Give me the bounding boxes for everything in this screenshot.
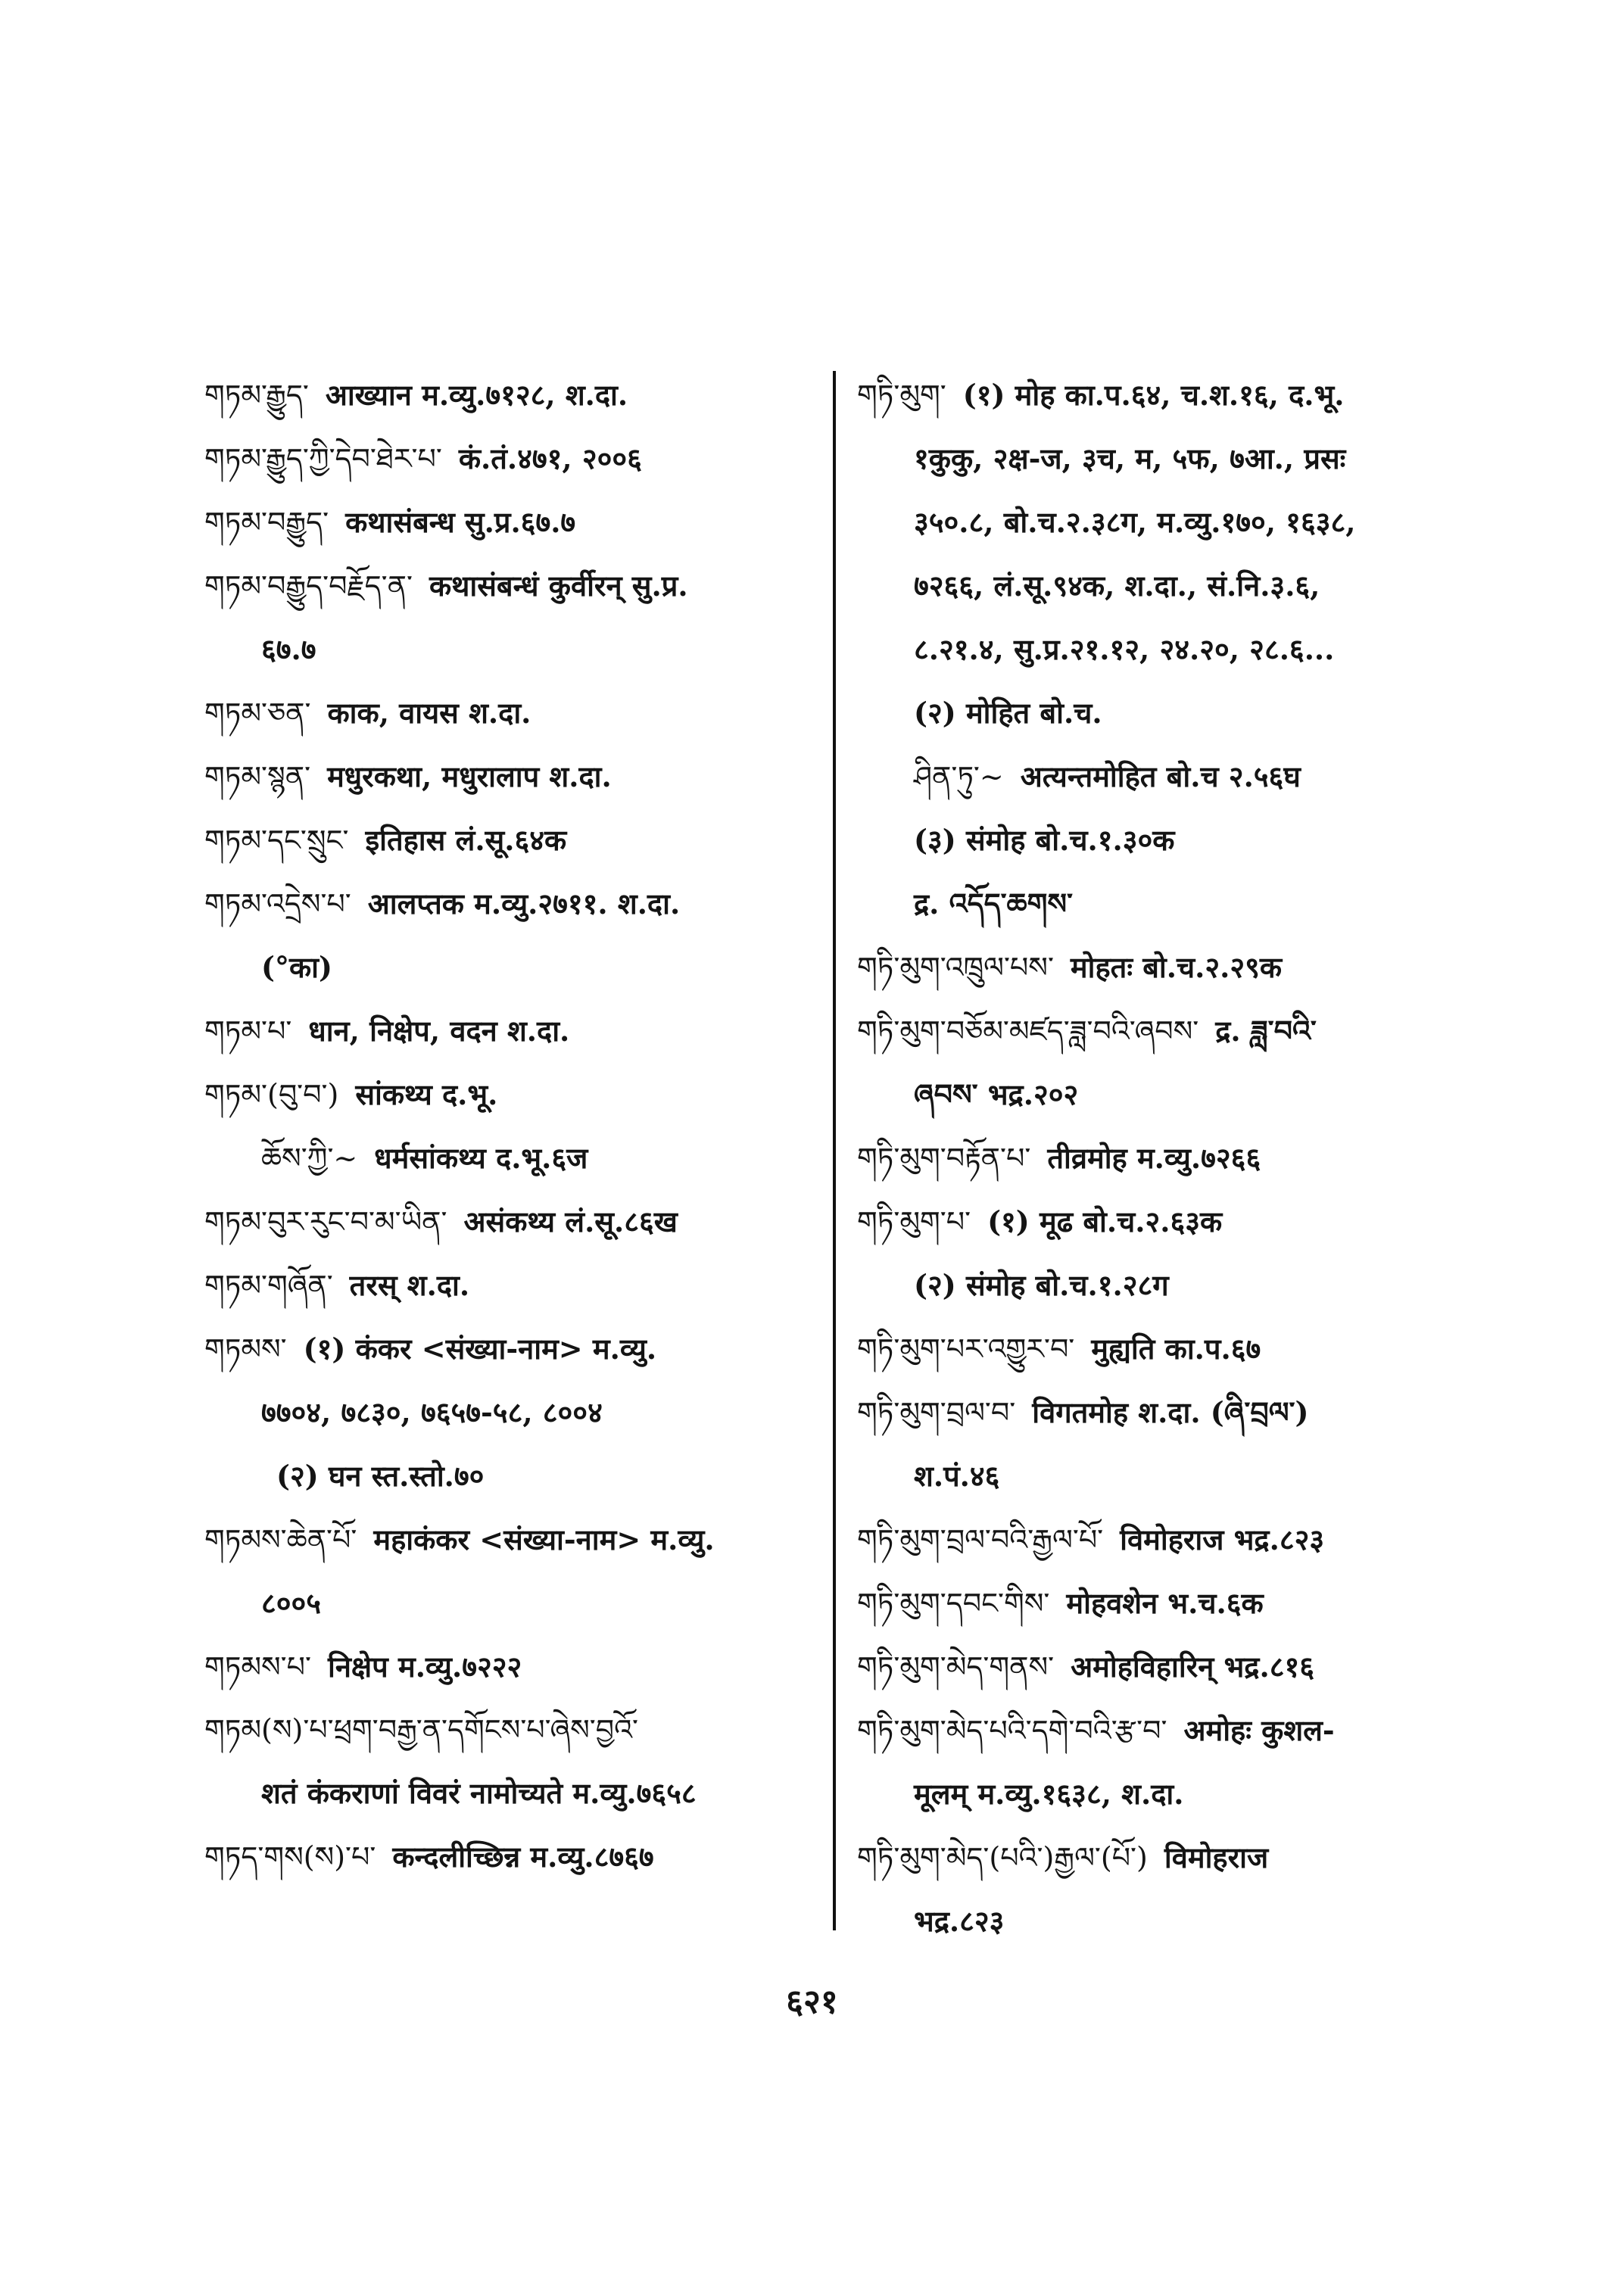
dictionary-entry [204,999,810,1063]
dictionary-entry [204,363,810,427]
entry-headword: གཏམ་དང་སྲུང་ [204,824,349,857]
entry-gloss: अमोहः कुशल- [1183,1713,1335,1747]
dictionary-entry [204,427,810,491]
entry-gloss: कथासंबन्ध सु.प्र.६७.७ [345,505,576,539]
dictionary-entry [204,1126,810,1190]
entry-gloss: कथासंबन्धं कुर्वीरन् सु.प्र. [429,569,688,603]
entry-gloss: ३५०.८, बो.च.२.३८ग, म.व्यु.१७०, १६३८, [914,505,1356,539]
entry-headword: གཏམ་གཞོན་ [204,1269,333,1302]
dictionary-entry [204,618,810,681]
dictionary-entry [857,999,1463,1063]
entry-gloss: श.पं.४६ [914,1459,1000,1493]
dictionary-entry [204,1063,810,1126]
entry-gloss: (°का) [261,950,332,984]
entry-gloss: ६७.७ [261,632,316,666]
entry-gloss: ७२६६, लं.सू.९४क, श.दा., सं.नि.३.६, [914,569,1320,603]
dictionary-entry [857,1762,1463,1826]
right-column [857,363,1463,1937]
entry-headword: གཏམ་རྒྱུད་ [204,379,309,412]
entry-gloss: आख्यान म.व्यु.७१२८, श.दा. [325,378,628,412]
entry-headword: གཏམ་པ་ [204,1014,292,1048]
entry-headword: གཏི་མུག་ [857,379,946,412]
entry-gloss: ७७०४, ७८३०, ७६५७-५८, ८००४ [261,1395,603,1429]
dictionary-entry [204,1825,810,1889]
entry-headword: གཏམ་རྒྱུད་ཀྱི་དེབ་ཐེར་པ་ [204,442,442,475]
entry-gloss: विगतमोह श.दा. (ཞི་བྲལ་) [1032,1395,1309,1429]
entry-gloss: धर्मसांकथ्य द.भू.६ज [374,1141,588,1175]
entry-headword: གཏི་མུག་མེད་པའི་དགེ་བའི་རྩ་བ་ [857,1714,1167,1747]
dictionary-entry [857,554,1463,618]
dictionary-entry [857,808,1463,872]
entry-headword: གཏི་མུག་མེད་(པའི་)རྒྱལ་(པོ་) [857,1841,1148,1874]
dictionary-entry [857,1890,1463,1953]
dictionary-entry [857,681,1463,745]
entry-gloss: (२) घन स्त.स्तो.७० [276,1459,485,1493]
entry-gloss: मुह्यति का.प.६७ [1091,1332,1261,1366]
dictionary-entry [204,1572,810,1635]
dictionary-entry [857,1254,1463,1317]
entry-gloss: (१) मोह का.प.६४, च.श.१६, द.भू. [962,378,1345,412]
entry-headword: གཏམ་(བུ་བ་) [204,1078,339,1111]
entry-gloss: द्र. འདོད་ཆགས་ [914,886,1073,921]
entry-gloss: महाकंकर <संख्या-नाम> म.व्यु. [373,1522,715,1556]
dictionary-entry [204,745,810,808]
dictionary-entry [857,618,1463,681]
entry-gloss: (२) संमोह बो.च.१.२८ग [914,1268,1169,1302]
entry-headword: གཏི་མུག་པ་ [857,1205,971,1238]
entry-headword: གཏམ་ཅན་ [204,696,311,730]
entry-gloss: (१) मूढ बो.च.२.६३क [987,1204,1223,1238]
entry-gloss: शतं कंकराणां विवरं नामोच्यते म.व्यु.७६५८ [261,1776,697,1810]
entry-headword: གཏི་མུག་བྲལ་བའི་རྒྱལ་པོ་ [857,1523,1104,1556]
entry-headword: གཏི་མུག་འཁྲུལ་པས་ [857,951,1054,984]
dictionary-entry [857,872,1463,936]
entry-headword: གཏད་གས(ས)་པ་ [204,1840,376,1874]
dictionary-entry [857,745,1463,808]
entry-gloss: काक, वायस श.दा. [327,696,531,730]
entry-headword: གཏམ་བརྒྱུད་བརྗོད་ན་ [204,569,413,603]
dictionary-entry [857,1381,1463,1444]
entry-gloss: द्र. ཟླ་བའི་ [1215,1014,1317,1048]
entry-headword: གཏམ(ས)་པ་ཕྲག་བརྒྱ་ན་དགོངས་པ་ཞེས་བྱའོ་ [204,1713,639,1746]
dictionary-entry [857,1508,1463,1572]
entry-gloss: सांकथ्य द.भू. [355,1077,498,1111]
entry-headword: གཏམས་པ་ [204,1650,311,1684]
column-divider [833,371,836,1930]
dictionary-entry [204,872,810,936]
entry-gloss: अमोहविहारिन् भद्र.८१६ [1071,1650,1314,1684]
dictionary-entry [204,554,810,618]
dictionary-entry [204,1381,810,1444]
entry-gloss: मोहतः बो.च.२.२९क [1070,950,1283,984]
entry-gloss: तीव्रमोह म.व्यु.७२६६ [1047,1141,1261,1175]
dictionary-entry [857,1190,1463,1254]
entry-headword: ཤིན་ཏུ་~ [914,760,1004,793]
entry-gloss: आलप्तक म.व्यु.२७११. श.दा. [367,886,681,921]
entry-gloss: विमोहराज भद्र.८२३ [1120,1522,1325,1556]
entry-gloss: ८००५ [261,1586,322,1620]
entry-gloss: कन्दलीच्छिन्न म.व्यु.८७६७ [392,1840,654,1874]
dictionary-entry [204,936,810,999]
entry-headword: གཏམ་སྙན་ [204,760,311,793]
entry-headword: གཏམས་ [204,1332,287,1366]
dictionary-entry [857,427,1463,491]
dictionary-entry [857,936,1463,999]
entry-gloss: धान, निक्षेप, वदन श.दा. [308,1014,570,1048]
entry-gloss: तरस् श.दा. [349,1268,470,1302]
dictionary-entry [857,1317,1463,1381]
entry-gloss: अत्यन्तमोहित बो.च २.५६घ [1020,759,1301,793]
entry-gloss: निक्षेप म.व्यु.७२२२ [327,1650,522,1684]
entry-headword: གཏི་མུག་བརྟོན་པ་ [857,1142,1031,1175]
entry-gloss: ཞབས་ भद्र.२०२ [914,1077,1079,1111]
entry-gloss: ८.२१.४, सु.प्र.२१.१२, २४.२०, २८.६... [914,632,1335,666]
dictionary-entry [204,1508,810,1572]
entry-gloss: १कुकु, २क्ष-ज, ३च, म, ५फ, ७आ., प्रसः [914,441,1346,475]
entry-gloss: (३) संमोह बो.च.१.३०क [914,823,1175,857]
entry-gloss: मूलम् म.व्यु.१६३८, श.दा. [914,1777,1184,1811]
dictionary-entry [857,1635,1463,1699]
dictionary-entry [857,1063,1463,1126]
dictionary-entry [857,1126,1463,1190]
entry-headword: གཏི་མུག་བཅོམ་མཛད་ཟླ་བའི་ཞབས་ [857,1014,1199,1048]
entry-gloss: कं.तं.४७१, २००६ [458,441,642,475]
entry-headword: གཏམ་འདྲེས་པ་ [204,887,351,921]
entry-gloss: इतिहास लं.सू.६४क [365,823,567,857]
entry-gloss: असंकथ्य लं.सू.८६ख [463,1204,678,1238]
dictionary-entry [857,363,1463,427]
entry-headword: གཏི་མུག་པར་འགྱུར་བ་ [857,1332,1075,1366]
entry-headword: གཏི་མུག་མེད་གནས་ [857,1650,1055,1684]
entry-headword: ཆོས་ཀྱི་~ [261,1142,358,1175]
dictionary-entry [204,1254,810,1317]
dictionary-entry [204,808,810,872]
entry-gloss: (१) कंकर <संख्या-नाम> म.व्यु. [303,1332,657,1366]
dictionary-entry [204,1444,810,1508]
entry-gloss: (२) मोहित बो.च. [914,696,1102,730]
entry-gloss: भद्र.८२३ [914,1904,1005,1938]
dictionary-entry [857,491,1463,554]
dictionary-entry [204,1699,810,1762]
dictionary-entry [857,1826,1463,1890]
dictionary-entry [204,1317,810,1381]
entry-gloss: मधुरकथा, मधुरालाप श.दा. [327,759,612,793]
left-column [204,363,810,1937]
entry-headword: གཏི་མུག་བྲལ་བ་ [857,1396,1016,1429]
dictionary-entry [204,1635,810,1699]
entry-headword: གཏམ་བརྒྱུད་ [204,506,329,539]
dictionary-entry [857,1572,1463,1635]
entry-gloss: विमोहराज [1164,1840,1269,1874]
entry-headword: གཏི་མུག་དབང་གིས་ [857,1587,1050,1620]
entry-headword: གཏམ་བུར་རུང་བ་མ་ཡིན་ [204,1205,447,1238]
entry-headword: གཏམས་ཆེན་པོ་ [204,1523,357,1556]
dictionary-entry [204,1762,810,1825]
page-number: ६२१ [786,1983,838,2021]
dictionary-entry [857,1699,1463,1762]
dictionary-entry [204,1190,810,1254]
dictionary-entry [857,1444,1463,1508]
dictionary-entry [204,681,810,745]
dictionary-entry [204,491,810,554]
entry-gloss: मोहवशेन भ.च.६क [1066,1586,1264,1620]
